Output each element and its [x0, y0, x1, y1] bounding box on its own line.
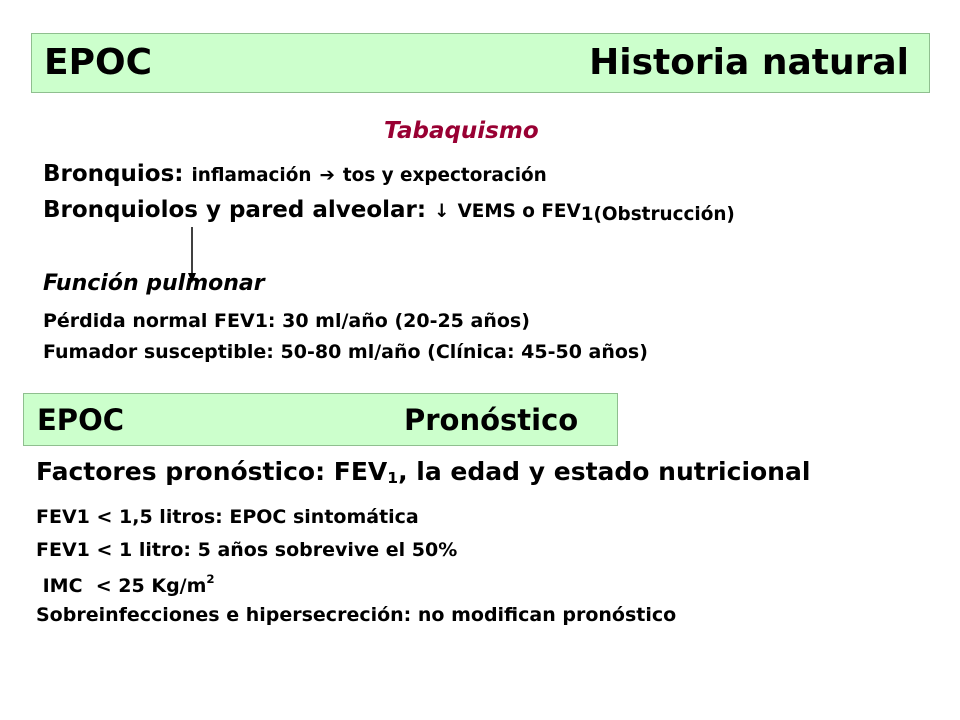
header-pronostico-title: EPOC	[37, 403, 124, 437]
bronquiolos-line	[43, 199, 735, 224]
down-arrow-icon: ↓	[434, 201, 450, 222]
imc-sup: 2	[206, 572, 215, 586]
bronquios-text2: tos y expectoración	[342, 165, 547, 186]
header-historia-title: EPOC	[44, 42, 152, 83]
bronquios-line	[43, 163, 547, 186]
bronquiolos-text: VEMS o FEV	[457, 201, 581, 222]
imc-line	[36, 574, 215, 596]
imc-text: IMC < 25 Kg/m	[36, 575, 207, 597]
factores-sub: 1	[387, 469, 399, 487]
header-pronostico-subtitle: Pronóstico	[404, 403, 579, 437]
right-arrow-icon: ➔	[319, 165, 335, 186]
factores-line	[36, 459, 810, 487]
factores-text1: Factores pronóstico: FEV	[36, 457, 388, 486]
fumador-susceptible-line: Fumador susceptible: 50-80 ml/año (Clínica: 45-50 años)	[43, 341, 648, 363]
fev15-line: FEV1 < 1,5 litros: EPOC sintomática	[36, 506, 419, 528]
tabaquismo-heading: Tabaquismo	[384, 118, 539, 144]
bronquiolos-sub: 1(Obstrucción)	[580, 204, 735, 225]
bronquiolos-colon: :	[416, 197, 427, 223]
perdida-normal-line: Pérdida normal FEV1: 30 ml/año (20-25 años)	[43, 310, 530, 332]
sobreinfecciones-line: Sobreinfecciones e hipersecreción: no modifican pronóstico	[36, 604, 677, 626]
header-historia-subtitle: Historia natural	[589, 42, 909, 83]
fev1-line: FEV1 < 1 litro: 5 años sobrevive el 50%	[36, 539, 458, 561]
bronquios-text1: inflamación	[191, 165, 312, 186]
bronquios-colon: :	[174, 161, 184, 187]
header-pronostico	[23, 393, 618, 446]
funcion-pulmonar-heading: Función pulmonar	[43, 271, 265, 296]
factores-text2: , la edad y estado nutricional	[398, 457, 811, 486]
header-historia-natural	[31, 33, 930, 93]
bronquios-term: Bronquios	[43, 161, 175, 187]
bronquiolos-term: Bronquiolos y pared alveolar	[43, 197, 417, 223]
